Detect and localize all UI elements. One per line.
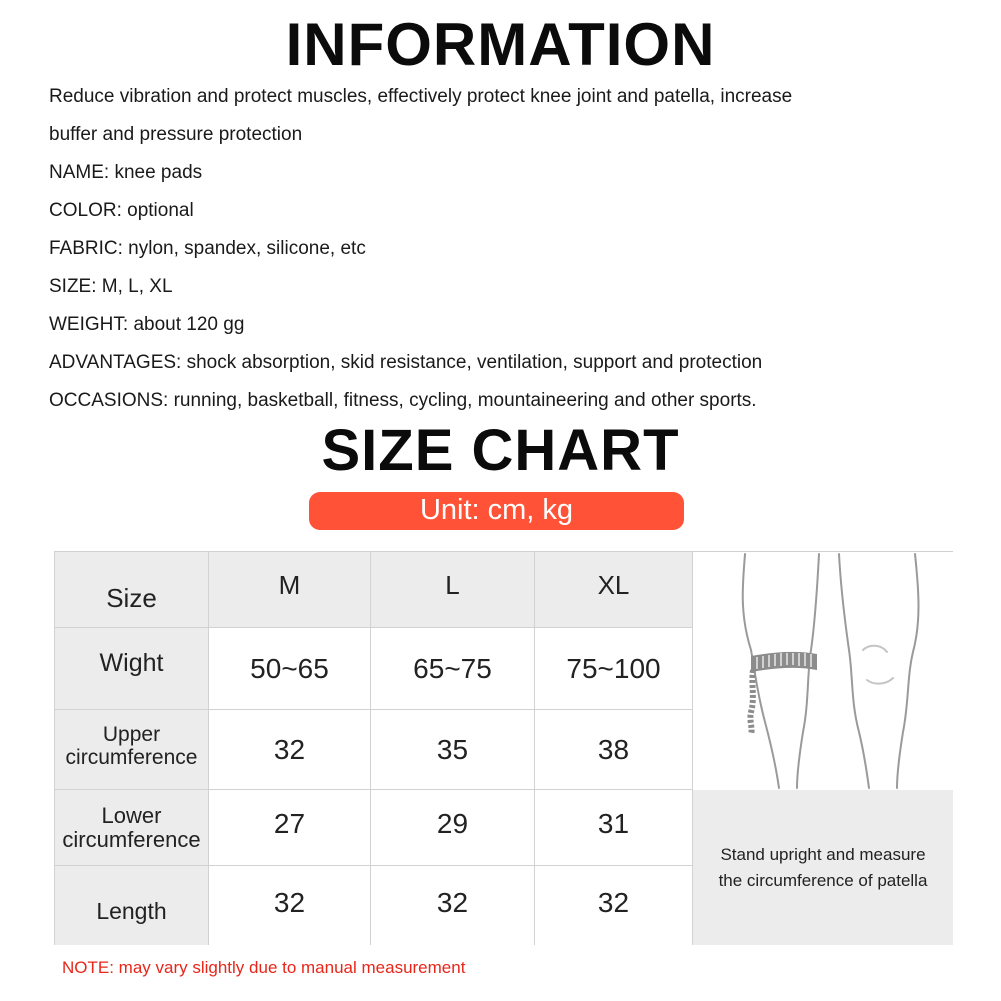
knee-measurement-illustration — [693, 552, 953, 790]
header-size-xl: XL — [535, 552, 693, 628]
table-cell: 31 — [535, 790, 693, 866]
info-line: NAME: knee pads — [49, 162, 203, 183]
information-lines — [49, 78, 969, 420]
knee-legs-icon — [693, 552, 953, 790]
header-size-m: M — [209, 552, 371, 628]
table-cell: 32 — [209, 866, 371, 945]
measurement-footnote: NOTE: may vary slightly due to manual measurement — [62, 958, 466, 977]
size-chart-title: SIZE CHART — [321, 418, 680, 483]
row-label-lower-circumference — [55, 790, 209, 866]
row-label-line: circumference — [65, 745, 198, 769]
unit-badge: Unit: cm, kg — [309, 492, 684, 530]
info-line: Reduce vibration and protect muscles, effectively protect knee joint and patella, increase — [49, 86, 793, 107]
table-cell: 27 — [209, 790, 371, 866]
header-size-label: Size — [55, 552, 209, 628]
measurement-instruction — [693, 790, 953, 945]
info-line: SIZE: M, L, XL — [49, 276, 173, 297]
info-line: ADVANTAGES: shock absorption, skid resistance, ventilation, support and protection — [49, 352, 763, 373]
row-label-upper-circumference — [55, 710, 209, 790]
information-title: INFORMATION — [285, 11, 716, 78]
table-cell: 29 — [371, 790, 535, 866]
info-line: COLOR: optional — [49, 200, 194, 221]
instruction-line: the circumference of patella — [718, 870, 928, 890]
header-size-l: L — [371, 552, 535, 628]
table-cell: 35 — [371, 710, 535, 790]
table-cell: 38 — [535, 710, 693, 790]
table-cell: 50~65 — [209, 628, 371, 710]
table-cell: 65~75 — [371, 628, 535, 710]
row-label-wight: Wight — [55, 628, 209, 710]
table-cell: 32 — [535, 866, 693, 945]
instruction-line: Stand upright and measure — [720, 844, 926, 864]
row-label-line: Lower — [101, 802, 162, 828]
table-cell: 32 — [371, 866, 535, 945]
row-label-length: Length — [55, 866, 209, 945]
info-line: WEIGHT: about 120 gg — [49, 314, 245, 335]
row-label-line: Upper — [102, 722, 161, 746]
size-chart-table — [54, 551, 953, 945]
info-line: OCCASIONS: running, basketball, fitness, cycling, mountaineering and other sports. — [49, 390, 757, 411]
info-line: FABRIC: nylon, spandex, silicone, etc — [49, 238, 366, 259]
table-cell: 75~100 — [535, 628, 693, 710]
info-line: buffer and pressure protection — [49, 124, 303, 145]
row-label-line: circumference — [62, 826, 201, 852]
table-cell: 32 — [209, 710, 371, 790]
